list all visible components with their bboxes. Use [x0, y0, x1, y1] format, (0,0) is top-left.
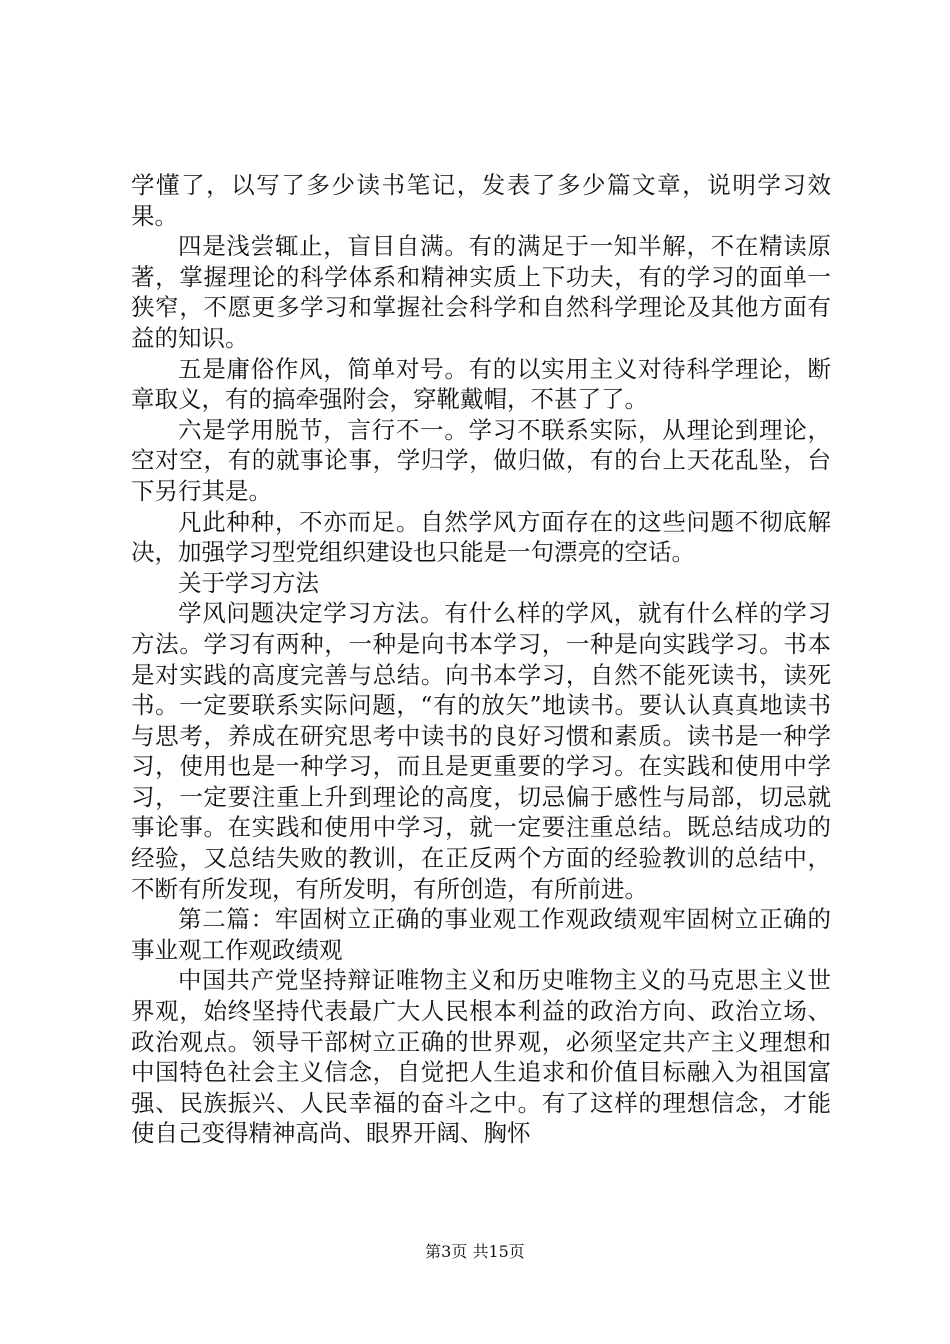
document-body: [131, 170, 831, 1149]
paragraph-worldview: 中国共产党坚持辩证唯物主义和历史唯物主义的马克思主义世界观，始终坚持代表最广大人民根本利益的政治方向、政治立场、政治观点。领导干部树立正确的世界观，必须坚定共产主义理想和中国特色社会主义信念，自觉把人生追求和价值目标融入为祖国富强、民族振兴、人民幸福的奋斗之中。有了这样的理想信念，才能使自己变得精神高尚、眼界开阔、胸怀: [131, 966, 831, 1148]
paragraph-point-four: 四是浅尝辄止，盲目自满。有的满足于一知半解，不在精读原著，掌握理论的科学体系和精神实质上下功夫，有的学习的面单一狭窄，不愿更多学习和掌握社会科学和自然科学理论及其他方面有益的知识。: [131, 232, 831, 352]
paragraph-point-six: 六是学用脱节，言行不一。学习不联系实际，从理论到理论，空对空，有的就事论事，学归学，做归做，有的台上天花乱坠，台下另行其是。: [131, 415, 831, 505]
chapter-two-title: 第二篇：牢固树立正确的事业观工作观政绩观牢固树立正确的事业观工作观政绩观: [131, 905, 831, 964]
paragraph-continued: 学懂了，以写了多少读书笔记，发表了多少篇文章，说明学习效果。: [131, 171, 831, 230]
paragraph-study-method: 学风问题决定学习方法。有什么样的学风，就有什么样的学习方法。学习有两种，一种是向书本学习，一种是向实践学习。书本是对实践的高度完善与总结。向书本学习，自然不能死读书，读死书。一定要联系实际问题，“有的放矢”地读书。要认认真真地读书与思考，养成在研究思考中读书的良好习惯和素质。读书是一种学习，使用也是一种学习，而且是更重要的学习。在实践和使用中学习，一定要注重上升到理论的高度，切忌偏于感性与局部，切忌就事论事。在实践和使用中学习，就一定要注重总结。既总结成功的经验，又总结失败的教训，在正反两个方面的经验教训的总结中，不断有所发现，有所发明，有所创造，有所前进。: [131, 599, 831, 903]
page-number-footer: 第3页 共15页: [425, 1242, 525, 1261]
section-heading-study-method: 关于学习方法: [178, 568, 319, 597]
paragraph-summary: 凡此种种，不亦而足。自然学风方面存在的这些问题不彻底解决，加强学习型党组织建设也只能是一句漂亮的空话。: [131, 507, 831, 567]
paragraph-point-five: 五是庸俗作风，简单对号。有的以实用主义对待科学理论，断章取义，有的搞牵强附会，穿靴戴帽，不甚了了。: [131, 354, 831, 414]
